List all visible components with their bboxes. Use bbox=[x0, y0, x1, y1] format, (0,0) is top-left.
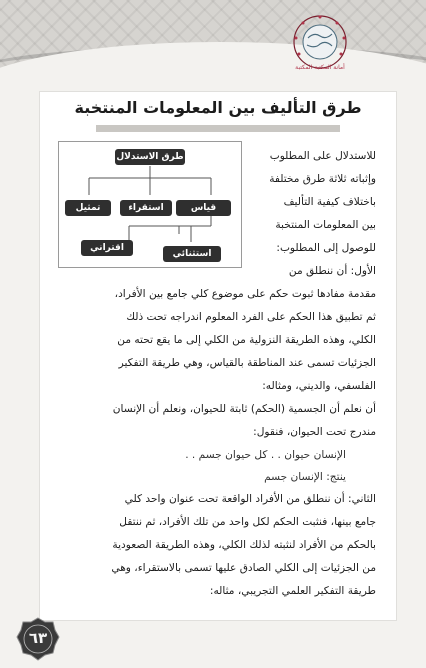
page-number: ٦٣ bbox=[28, 629, 48, 647]
text-line: الأول: أن ننطلق من bbox=[288, 265, 376, 277]
text-line: بالحكم من الأفراد لنثبته لذلك الكلي، وهذه الطريقة الصعودية bbox=[112, 539, 376, 551]
example-premises: الإنسان حيوان . . كل حيوان جسم . . bbox=[185, 449, 346, 461]
inference-methods-diagram bbox=[58, 141, 242, 268]
text-line: ثم تطبيق هذا الحكم على الفرد المعلوم اندراجه تحت ذلك bbox=[126, 311, 376, 323]
text-line: أن نعلم أن الجسمية (الحكم) ثابتة للحيوان، ونعلم أن الإنسان bbox=[112, 403, 376, 415]
text-line: للوصول إلى المطلوب: bbox=[276, 242, 376, 254]
page-title: طرق التأليف بين المعلومات المنتخبة bbox=[74, 98, 362, 117]
logo-caption: أمانة المكتبة المكتبة bbox=[295, 64, 345, 71]
text-line: من الجزئيات إلى الكلي الصادق عليها تسمى بالاستقراء، وهي bbox=[111, 562, 376, 574]
text-line: طريقة التفكير العلمي التجريبي، مثاله: bbox=[209, 585, 376, 597]
logo bbox=[274, 10, 366, 76]
diagram-node-tamthil: تمثيل bbox=[65, 200, 111, 216]
diagram-node-iqtirani: اقتراني bbox=[81, 240, 133, 256]
text-line: مقدمة مفادها ثبوت حكم على موضوع كلي جامع بين الأفراد، bbox=[114, 288, 376, 300]
diagram-node-qiyas: قياس bbox=[176, 200, 231, 216]
diagram-node-istithnai: استثنائي bbox=[163, 246, 221, 262]
text-line: الفلسفي، والديني، ومثاله: bbox=[262, 380, 376, 392]
title-underline bbox=[96, 125, 340, 132]
text-line: الجزئيات تسمى عند المناطقة بالقياس، وهي طريقة التفكير bbox=[118, 357, 376, 369]
example-conclusion: ينتج: الإنسان جسم bbox=[264, 471, 346, 483]
text-line: الكلي، وهذه الطريقة النزولية من الكلي إلى ما يقع تحته من bbox=[117, 334, 376, 346]
text-line: بين المعلومات المنتخبة bbox=[275, 219, 376, 231]
diagram-node-istiqra: استقراء bbox=[120, 200, 172, 216]
text-line: مندرج تحت الحيوان، فنقول: bbox=[253, 426, 376, 438]
text-line: للاستدلال على المطلوب bbox=[269, 150, 376, 162]
diagram-root-node: طرق الاستدلال bbox=[115, 149, 185, 165]
text-line: الثاني: أن ننطلق من الأفراد الواقعة تحت عنوان واحد كلي bbox=[124, 493, 376, 505]
text-line: باختلاف كيفية التأليف bbox=[283, 196, 376, 208]
text-line: وإثباته ثلاثة طرق مختلفة bbox=[269, 173, 376, 185]
text-line: جامع بينها، فنثبت الحكم لكل واحد من تلك الأفراد، ثم ننتقل bbox=[119, 516, 376, 528]
